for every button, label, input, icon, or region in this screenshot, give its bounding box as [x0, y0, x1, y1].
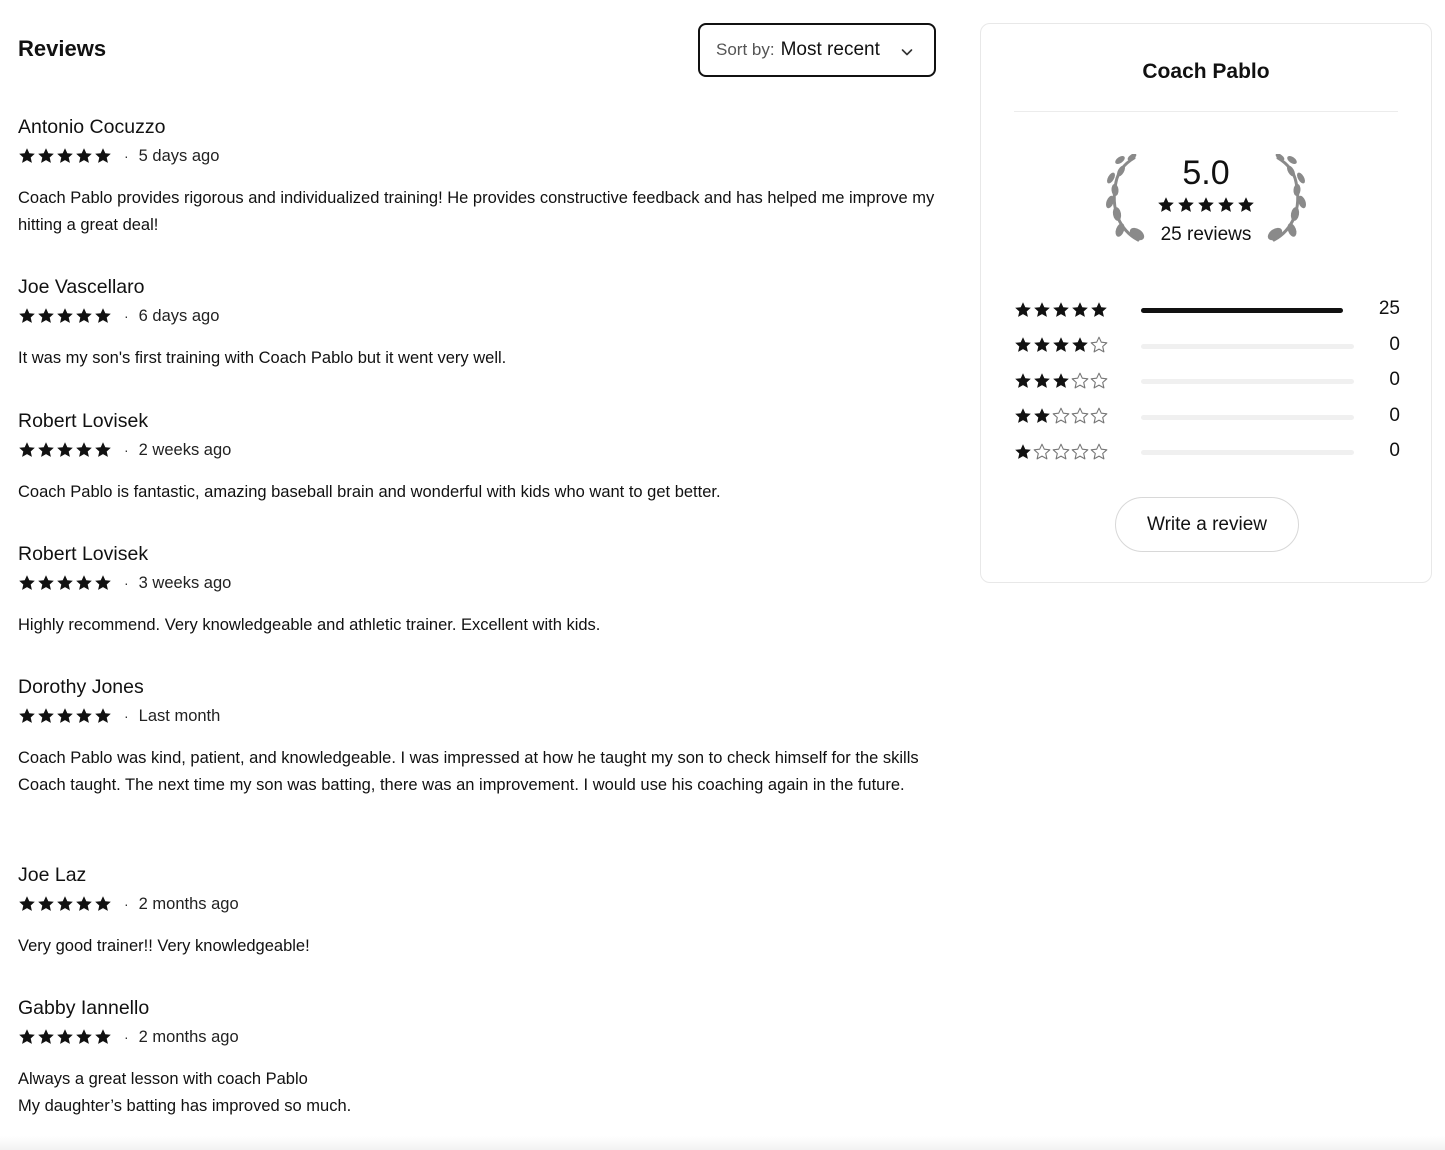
review-body: [18, 185, 938, 239]
review-meta: [18, 705, 938, 727]
review-body-line: My daughter’s batting has improved so much.: [18, 1097, 352, 1115]
distribution-count: 0: [1389, 440, 1400, 461]
star-filled-icon: [75, 147, 93, 165]
star-filled-icon: [37, 307, 55, 325]
review-time: 3 weeks ago: [138, 573, 232, 592]
review-meta: [18, 572, 938, 594]
distribution-count: 0: [1389, 369, 1400, 390]
distribution-stars: [1014, 301, 1140, 319]
star-filled-icon: [1033, 372, 1051, 390]
star-filled-icon: [1014, 336, 1032, 354]
write-review-button[interactable]: Write a review: [1115, 497, 1299, 552]
average-rating-stars: [981, 196, 1431, 214]
review-meta: [18, 305, 938, 327]
star-filled-icon: [37, 147, 55, 165]
review-meta: [18, 1026, 938, 1048]
star-filled-icon: [94, 441, 112, 459]
star-outline-icon: [1052, 407, 1070, 425]
star-filled-icon: [1033, 407, 1051, 425]
star-filled-icon: [1217, 196, 1235, 214]
star-filled-icon: [37, 895, 55, 913]
star-filled-icon: [75, 441, 93, 459]
reviewer-name: Gabby Iannello: [18, 997, 150, 1019]
distribution-row-4-star: [1014, 328, 1400, 364]
review-body-line: Always a great lesson with coach Pablo: [18, 1070, 308, 1088]
separator-dot: ·: [124, 442, 129, 458]
star-filled-icon: [94, 707, 112, 725]
separator-dot: ·: [124, 575, 129, 591]
star-filled-icon: [1052, 372, 1070, 390]
star-filled-icon: [56, 1028, 74, 1046]
star-filled-icon: [37, 441, 55, 459]
review-body-line: Coach Pablo is fantastic, amazing baseball brain and wonderful with kids who want to get better.: [18, 483, 721, 501]
star-filled-icon: [1071, 336, 1089, 354]
reviewer-name: Antonio Cocuzzo: [18, 116, 166, 138]
review-body: [18, 479, 938, 506]
reviews-title: Reviews: [18, 36, 107, 61]
star-filled-icon: [56, 307, 74, 325]
star-filled-icon: [56, 574, 74, 592]
review-body-line: It was my son's first training with Coach Pablo but it went very well.: [18, 349, 507, 367]
star-outline-icon: [1090, 407, 1108, 425]
star-filled-icon: [56, 707, 74, 725]
star-outline-icon: [1071, 407, 1089, 425]
review-item: [18, 674, 938, 799]
star-outline-icon: [1090, 443, 1108, 461]
distribution-bar-track: [1141, 415, 1354, 420]
review-body-line: Coach Pablo was kind, patient, and knowledgeable. I was impressed at how he taught my son to check himself for the skills Coach taught. The next time my son was batting, there was an improvement. I would use his coaching again in the future.: [18, 749, 919, 794]
star-outline-icon: [1033, 443, 1051, 461]
star-filled-icon: [37, 707, 55, 725]
star-filled-icon: [94, 574, 112, 592]
distribution-stars: [1014, 443, 1140, 461]
star-filled-icon: [18, 307, 36, 325]
review-meta: [18, 145, 938, 167]
review-time: 2 months ago: [138, 894, 239, 913]
review-body: [18, 745, 938, 799]
review-rating-stars: [18, 1028, 112, 1046]
star-filled-icon: [1237, 196, 1255, 214]
separator-dot: ·: [124, 1029, 129, 1045]
sort-prefix-label: Sort by:: [716, 40, 775, 59]
average-rating: 5.0: [1182, 154, 1230, 192]
review-item: [18, 274, 938, 372]
review-count: 25 reviews: [1160, 224, 1252, 245]
star-filled-icon: [18, 441, 36, 459]
star-filled-icon: [75, 307, 93, 325]
reviewer-name: Joe Vascellaro: [18, 276, 145, 298]
star-filled-icon: [37, 1028, 55, 1046]
star-filled-icon: [94, 1028, 112, 1046]
star-filled-icon: [1052, 336, 1070, 354]
review-time: 2 months ago: [138, 1027, 239, 1046]
review-time: 6 days ago: [138, 306, 220, 325]
star-filled-icon: [18, 895, 36, 913]
review-item: [18, 995, 938, 1120]
star-outline-icon: [1090, 336, 1108, 354]
review-body: [18, 1066, 938, 1120]
review-body: [18, 933, 938, 960]
star-filled-icon: [1014, 372, 1032, 390]
reviewer-name: Robert Lovisek: [18, 543, 149, 565]
sort-dropdown[interactable]: [698, 23, 936, 77]
review-body: [18, 345, 938, 372]
reviewer-name: Robert Lovisek: [18, 410, 149, 432]
star-outline-icon: [1052, 443, 1070, 461]
divider: [1014, 111, 1398, 112]
distribution-bar-track: [1141, 379, 1354, 384]
star-filled-icon: [1090, 301, 1108, 319]
review-rating-stars: [18, 895, 112, 913]
star-filled-icon: [37, 574, 55, 592]
star-filled-icon: [1197, 196, 1215, 214]
star-outline-icon: [1090, 372, 1108, 390]
review-time: 5 days ago: [138, 146, 220, 165]
distribution-count: 0: [1389, 333, 1400, 355]
separator-dot: ·: [124, 896, 129, 912]
distribution-count: 25: [1378, 298, 1400, 319]
review-rating-stars: [18, 441, 112, 459]
separator-dot: ·: [124, 148, 129, 164]
star-outline-icon: [1071, 443, 1089, 461]
star-filled-icon: [75, 1028, 93, 1046]
review-item: [18, 408, 938, 506]
review-rating-stars: [18, 147, 112, 165]
star-filled-icon: [94, 147, 112, 165]
star-filled-icon: [1033, 336, 1051, 354]
star-filled-icon: [1157, 196, 1175, 214]
reviewer-name: Dorothy Jones: [18, 676, 144, 698]
star-filled-icon: [1014, 443, 1032, 461]
star-filled-icon: [56, 147, 74, 165]
review-item: [18, 114, 938, 239]
star-filled-icon: [1071, 301, 1089, 319]
review-body: [18, 612, 938, 639]
star-filled-icon: [56, 895, 74, 913]
star-filled-icon: [56, 441, 74, 459]
star-filled-icon: [1052, 301, 1070, 319]
separator-dot: ·: [124, 708, 129, 724]
star-filled-icon: [1177, 196, 1195, 214]
star-filled-icon: [1014, 407, 1032, 425]
distribution-row-3-star: [1014, 363, 1400, 399]
star-outline-icon: [1071, 372, 1089, 390]
star-filled-icon: [18, 707, 36, 725]
distribution-count: 0: [1389, 404, 1400, 426]
distribution-row-1-star: [1014, 434, 1400, 470]
distribution-row-5-star: [1014, 292, 1400, 328]
distribution-stars: [1014, 372, 1140, 390]
distribution-stars: [1014, 407, 1140, 425]
review-body-line: Highly recommend. Very knowledgeable and athletic trainer. Excellent with kids.: [18, 616, 601, 634]
review-time: Last month: [138, 706, 221, 725]
star-filled-icon: [1033, 301, 1051, 319]
coach-name: Coach Pablo: [1142, 60, 1270, 83]
star-filled-icon: [18, 1028, 36, 1046]
review-body-line: Coach Pablo provides rigorous and individualized training! He provides constructive feedback and has helped me improve my hitting a great deal!: [18, 189, 935, 234]
star-filled-icon: [18, 574, 36, 592]
star-filled-icon: [18, 147, 36, 165]
chevron-down-icon: [900, 43, 914, 65]
distribution-bar-fill: [1141, 308, 1343, 313]
star-filled-icon: [75, 707, 93, 725]
distribution-bar-track: [1141, 308, 1343, 313]
rating-summary-card: [980, 23, 1432, 583]
distribution-row-2-star: [1014, 399, 1400, 435]
star-filled-icon: [1014, 301, 1032, 319]
star-filled-icon: [75, 574, 93, 592]
distribution-stars: [1014, 336, 1140, 354]
star-filled-icon: [94, 895, 112, 913]
review-rating-stars: [18, 574, 112, 592]
distribution-bar-track: [1141, 450, 1354, 455]
review-meta: [18, 439, 938, 461]
review-rating-stars: [18, 707, 112, 725]
review-item: [18, 541, 938, 639]
sort-selected-value: Most recent: [780, 39, 880, 60]
review-rating-stars: [18, 307, 112, 325]
reviews-header: [18, 0, 938, 100]
review-body-line: Very good trainer!! Very knowledgeable!: [18, 937, 310, 955]
distribution-bar-track: [1141, 344, 1354, 349]
reviewer-name: Joe Laz: [18, 864, 87, 886]
separator-dot: ·: [124, 308, 129, 324]
star-filled-icon: [75, 895, 93, 913]
review-time: 2 weeks ago: [138, 440, 232, 459]
review-meta: [18, 893, 938, 915]
star-filled-icon: [94, 307, 112, 325]
bottom-fade: [0, 1136, 1445, 1150]
review-item: [18, 862, 938, 960]
reviews-section: [18, 0, 938, 1115]
rating-distribution: [1014, 292, 1400, 470]
